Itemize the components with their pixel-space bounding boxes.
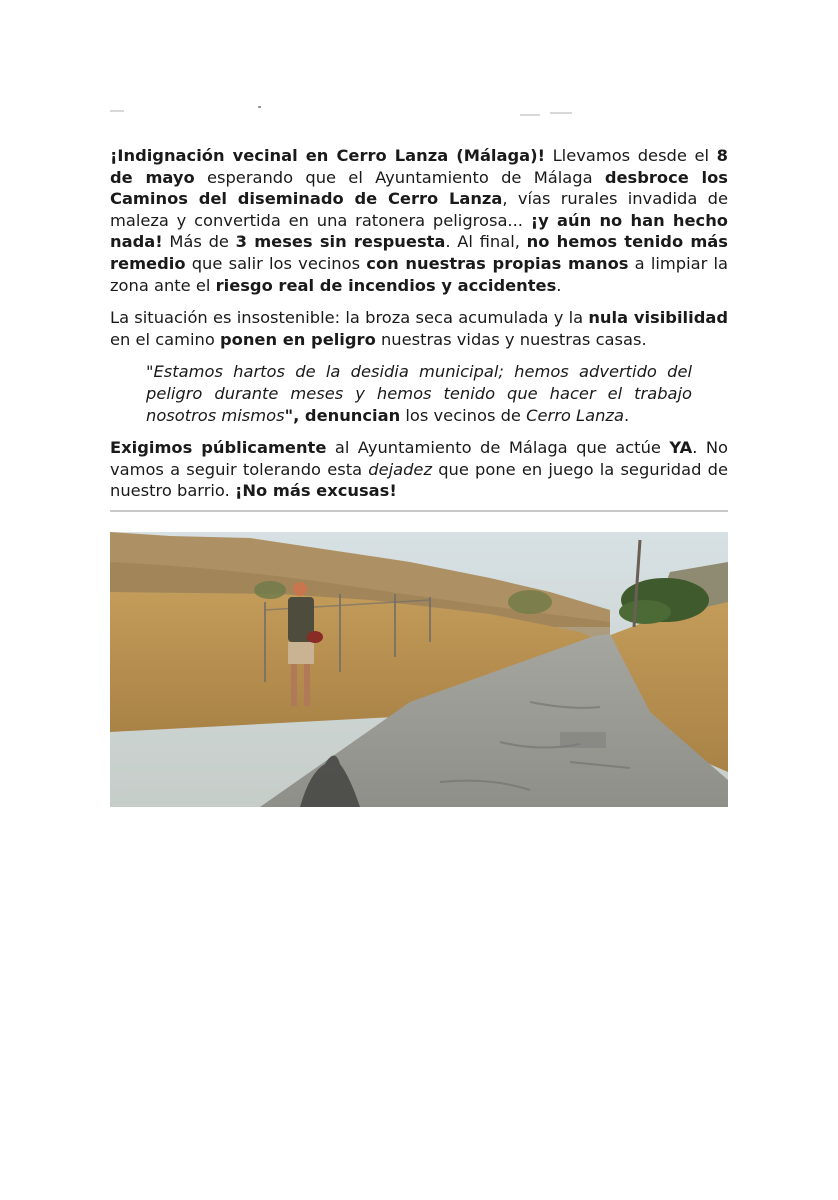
blockquote — [110, 361, 728, 426]
bold-text: ¡y aún no han hecho nada! — [110, 210, 728, 252]
quote-mark: " — [146, 362, 154, 382]
bold-text: Exigimos públicamente — [110, 438, 327, 458]
bold-text: nula visibilidad — [588, 308, 728, 328]
text-span: a limpiar la zona ante el — [110, 253, 728, 295]
text-span: nuestras vidas y nuestras casas. — [375, 329, 647, 349]
headline-text: ¡Indignación vecinal en Cerro Lanza (Málaga)! — [110, 146, 546, 165]
text-span: que pone en juego la seguridad de nuestro barrio. — [110, 459, 728, 501]
bold-text: YA — [669, 438, 693, 458]
paragraph-2 — [110, 307, 728, 350]
road-photo — [110, 532, 728, 807]
horizontal-divider — [110, 510, 728, 512]
text-span: , vías rurales invadida de maleza y convertida en una ratonera peligrosa... — [110, 189, 728, 230]
text-span: Más de — [162, 232, 236, 252]
bold-text: con nuestras propias manos — [366, 253, 629, 273]
text-span: esperando que el Ayuntamiento de Málaga — [194, 167, 605, 187]
tree-icon — [619, 600, 671, 624]
bold-text: desbroce los Caminos del diseminado de Cerro Lanza — [110, 167, 728, 209]
text-span: Llevamos desde el — [545, 146, 717, 165]
bold-text: 3 meses sin respuesta — [235, 232, 446, 252]
place-name: Cerro Lanza — [526, 405, 624, 425]
text-span: al Ayuntamiento de Málaga que actúe — [326, 438, 670, 458]
bold-text: ponen en peligro — [220, 329, 376, 349]
text-span: . — [623, 405, 630, 425]
paragraph-3 — [110, 437, 728, 502]
text-span: que salir los vecinos — [185, 253, 367, 273]
article-body — [110, 145, 728, 513]
text-span: La situación es insostenible: la broza seca acumulada y la — [110, 308, 589, 328]
paragraph-1 — [110, 145, 728, 296]
text-span: . No vamos a seguir tolerando esta — [110, 438, 728, 479]
quote-text: Estamos hartos de la desidia municipal; hemos advertido del peligro durante meses y hemos tenido que hacer el trabajo nosotros mismos — [146, 362, 692, 425]
text-span: . Al final, — [445, 232, 527, 252]
shrub-icon — [508, 590, 552, 614]
shrub-icon — [254, 581, 286, 599]
scan-artifact — [110, 102, 590, 120]
bold-text: ¡No más excusas! — [234, 481, 397, 501]
text-span: los vecinos de — [400, 405, 527, 425]
date-text: 8 de mayo — [110, 146, 728, 187]
bold-text: no hemos tenido más remedio — [110, 232, 728, 273]
italic-text: dejadez — [368, 459, 432, 479]
bold-text: ", denuncian — [284, 405, 401, 425]
text-span: . — [556, 275, 562, 295]
text-span: en el camino — [110, 329, 220, 349]
bold-text: riesgo real de incendios y accidentes — [215, 275, 557, 295]
road-patch — [560, 732, 606, 748]
